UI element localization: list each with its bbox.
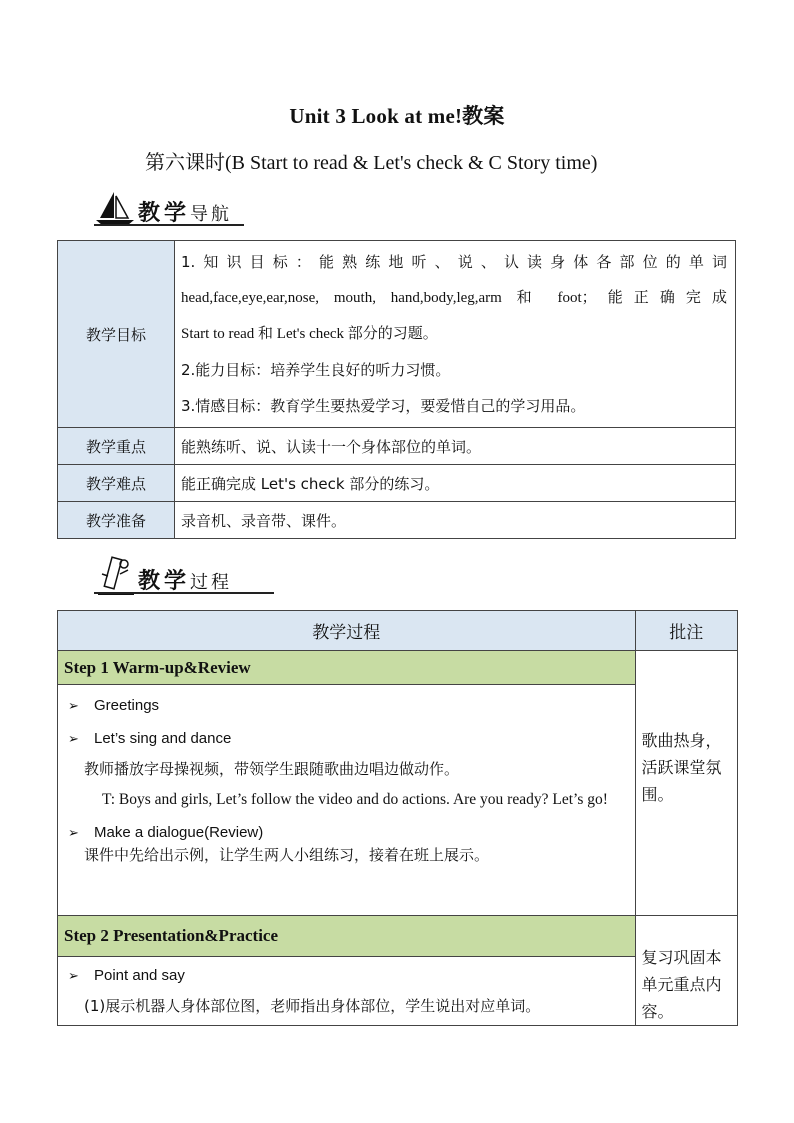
section-heading-main: 教学 xyxy=(138,201,191,226)
step1-note xyxy=(635,651,738,916)
goal-line: 3.情感目标：教育学生要热爱学习，要爱惜自己的学习用品。 xyxy=(181,397,586,415)
bullet-arrow-icon: ➢ xyxy=(68,698,79,713)
document-subtitle: 第六课时(B Start to read & Let's check & C Story time) xyxy=(145,152,598,174)
table-row xyxy=(58,241,736,428)
step1-title: Step 1 Warm-up&Review xyxy=(58,651,636,685)
step1-body xyxy=(58,685,636,916)
row-value xyxy=(175,241,736,428)
goal-line: 2.能力目标：培养学生良好的听力习惯。 xyxy=(181,361,451,379)
bullet-text: Let’s sing and dance xyxy=(94,730,232,747)
note-text: 复习巩固本单元重点内容。 xyxy=(641,948,722,1021)
table-row xyxy=(58,502,736,539)
pencil-figure-icon xyxy=(94,554,138,596)
step-line: 教师播放字母操视频，带领学生跟随歌曲边唱边做动作。 xyxy=(84,760,460,778)
goal-line: Start to read 和 Let's check 部分的习题。 xyxy=(181,326,438,342)
row-value: 能熟练听、说、认读十一个身体部位的单词。 xyxy=(175,428,736,465)
goal-line: head,face,eye,ear,nose, mouth, hand,body,leg,arm 和 foot；能正确完成 xyxy=(181,290,727,306)
step2-note xyxy=(635,916,738,1026)
row-label: 教学准备 xyxy=(58,502,175,539)
table-row xyxy=(58,428,736,465)
overview-table xyxy=(57,240,736,539)
row-value: 录音机、录音带、课件。 xyxy=(175,502,736,539)
section-heading-process xyxy=(94,558,294,598)
section-heading-small: 过程 xyxy=(190,572,233,593)
note-text: 歌曲热身，活跃课堂氛围。 xyxy=(641,731,722,804)
step2-title: Step 2 Presentation&Practice xyxy=(58,916,636,957)
section-heading-main: 教学 xyxy=(138,569,191,594)
step2-body xyxy=(58,957,636,1026)
step-line: (1)展示机器人身体部位图，老师指出身体部位，学生说出对应单词。 xyxy=(84,997,541,1016)
bullet-text: Greetings xyxy=(94,697,160,714)
table-row xyxy=(58,651,738,685)
table-row xyxy=(58,465,736,502)
row-value: 能正确完成 Let's check 部分的练习。 xyxy=(175,465,736,502)
bullet-arrow-icon: ➢ xyxy=(68,825,79,840)
table-row xyxy=(58,916,738,957)
step-paragraph: T: Boys and girls, Let’s follow the video and do actions. Are you ready? Let’s go! xyxy=(102,791,608,808)
bullet-arrow-icon: ➢ xyxy=(68,731,79,746)
row-label: 教学目标 xyxy=(58,241,175,428)
process-table xyxy=(57,610,738,1026)
bullet-text: Point and say xyxy=(94,967,185,985)
goal-line: 1.知识目标：能熟练地听、说、认读身体各部位的单词 xyxy=(181,253,727,271)
bullet-text: Make a dialogue(Review) xyxy=(94,824,264,841)
sailboat-icon xyxy=(94,190,138,226)
step-line: 课件中先给出示例，让学生两人小组练习，接着在班上展示。 xyxy=(84,846,490,864)
section-heading-navigation xyxy=(94,190,294,230)
bullet-arrow-icon: ➢ xyxy=(68,968,79,984)
table-header-row xyxy=(58,611,738,651)
header-note: 批注 xyxy=(635,611,738,651)
row-label: 教学难点 xyxy=(58,465,175,502)
row-label: 教学重点 xyxy=(58,428,175,465)
section-heading-small: 导航 xyxy=(190,204,233,225)
document-title: Unit 3 Look at me!教案 xyxy=(289,104,505,128)
header-process: 教学过程 xyxy=(58,611,636,651)
